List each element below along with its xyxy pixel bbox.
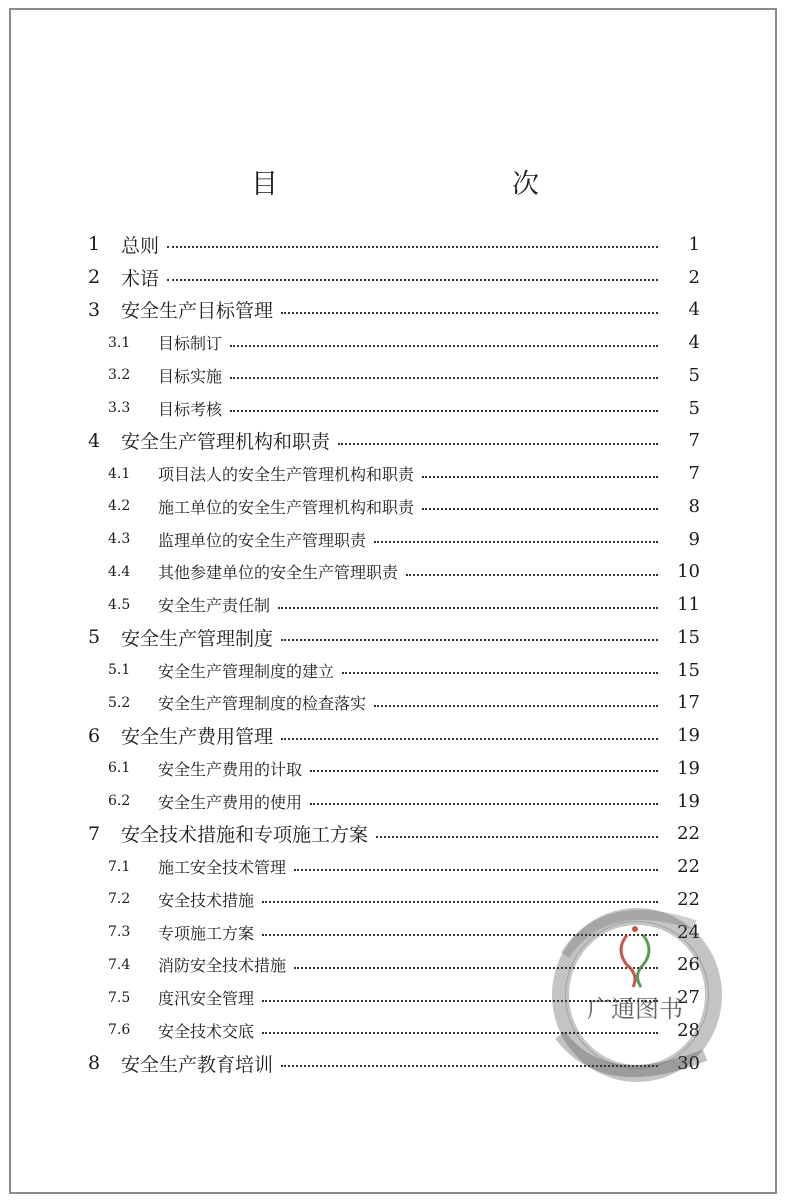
toc-entry-number: 7.3 [108,924,131,941]
toc-leader-dots [167,279,658,281]
toc-entry-label: 安全技术交底 [158,1021,255,1041]
toc-entry-number: 6.2 [108,793,131,810]
toc-entry-number: 3.1 [108,334,131,351]
toc-entry-label: 总则 [121,234,160,257]
toc-entry-page: 19 [677,790,700,812]
toc-entry-label: 其他参建单位的安全生产管理职责 [158,563,399,583]
toc-entry-number: 6.1 [108,760,131,777]
toc-entry-label: 目标实施 [158,366,223,386]
toc-leader-dots [262,1000,658,1002]
toc-leader-dots [281,639,658,641]
toc-leader-dots [310,803,658,805]
toc-leader-dots [406,574,658,576]
toc-entry [0,981,790,1014]
toc-entry-page: 24 [677,921,700,943]
toc-entry-page: 7 [688,463,700,485]
toc-entry-number: 4.5 [108,596,131,613]
toc-entry-page: 22 [677,823,700,845]
toc-entry-number: 7.6 [108,1022,131,1039]
toc-entry [0,818,790,851]
toc-leader-dots [262,1032,658,1034]
toc-entry-label: 安全生产管理制度 [121,627,274,650]
toc-entry [0,425,790,458]
toc-entry [0,850,790,883]
toc-entry-page: 5 [688,397,700,419]
toc-entry-page: 26 [677,954,700,976]
toc-entry-page: 9 [688,528,700,550]
toc-entry [0,949,790,982]
toc-leader-dots [230,410,658,412]
toc-entry [0,457,790,490]
toc-entry-page: 19 [677,725,700,747]
stamp-text: 广通图书 [587,995,683,1023]
toc-entry-label: 术语 [121,267,160,290]
toc-entry-number: 4.2 [108,498,131,515]
toc-entry [0,261,790,294]
toc-entry-label: 施工安全技术管理 [158,858,287,878]
toc-entry-number: 7.4 [108,956,131,973]
toc-entry-number: 7.2 [108,891,131,908]
toc-entry [0,687,790,720]
toc-entry-number: 2 [88,266,101,289]
toc-entry-number: 3.2 [108,367,131,384]
toc-entry [0,556,790,589]
toc-entry-page: 2 [688,266,700,288]
toc-entry-page: 28 [677,1019,700,1041]
toc-leader-dots [310,770,658,772]
toc-entry-page: 5 [688,364,700,386]
toc-entry-number: 7 [88,822,101,845]
toc-entry [0,326,790,359]
toc-entry-number: 5.1 [108,662,131,679]
toc-leader-dots [278,607,658,609]
toc-entry [0,588,790,621]
toc-entry-number: 3.3 [108,400,131,417]
toc-entry-label: 安全生产费用的计取 [158,759,303,779]
toc-leader-dots [230,377,658,379]
toc-entry [0,294,790,327]
toc-entry-page: 19 [677,757,700,779]
toc-entry-label: 安全技术措施和专项施工方案 [121,824,369,847]
toc-entry [0,785,790,818]
toc-leader-dots [281,312,658,314]
toc-entry-page: 22 [677,856,700,878]
toc-entry [0,654,790,687]
toc-entry [0,359,790,392]
toc-entry-page: 10 [677,561,700,583]
toc-entry-number: 6 [88,724,101,747]
toc-entry-page: 11 [677,594,700,616]
toc-entry-number: 7.5 [108,989,131,1006]
toc-entry [0,228,790,261]
toc-entry-label: 安全生产管理制度的检查落实 [158,694,367,714]
toc-entry-page: 15 [677,659,700,681]
toc-leader-dots [281,1065,658,1067]
toc-entry-label: 安全生产目标管理 [121,300,274,323]
toc-entry-number: 1 [88,233,101,256]
toc-entry [0,621,790,654]
toc-entry-number: 5 [88,626,101,649]
toc-entry-label: 专项施工方案 [158,923,255,943]
toc-entry-label: 监理单位的安全生产管理职责 [158,530,367,550]
toc-entry-label: 安全生产管理制度的建立 [158,661,335,681]
toc-entry-label: 施工单位的安全生产管理机构和职责 [158,497,415,517]
toc-leader-dots [342,672,658,674]
toc-leader-dots [281,738,658,740]
toc-leader-dots [422,476,658,478]
toc-entry-label: 安全技术措施 [158,890,255,910]
toc-leader-dots [262,901,658,903]
toc-entry-number: 8 [88,1052,101,1075]
toc-leader-dots [262,934,658,936]
toc-entry-label: 目标制订 [158,334,223,354]
toc-title: 目 次 [251,169,599,201]
toc-entry-label: 安全生产费用管理 [121,726,274,749]
toc-entry-page: 27 [677,987,700,1009]
toc-entry [0,1047,790,1080]
toc-entry-number: 7.1 [108,858,131,875]
toc-leader-dots [338,443,658,445]
toc-entry [0,1014,790,1047]
toc-list [0,228,790,1080]
toc-entry [0,916,790,949]
toc-leader-dots [167,246,658,248]
toc-entry-number: 4.3 [108,531,131,548]
toc-entry-label: 项目法人的安全生产管理机构和职责 [158,465,415,485]
toc-entry-number: 5.2 [108,694,131,711]
toc-entry-page: 1 [688,233,700,255]
toc-entry-page: 4 [688,332,700,354]
toc-entry-number: 4 [88,429,101,452]
toc-entry-label: 目标考核 [158,399,223,419]
toc-entry [0,883,790,916]
toc-entry-label: 安全生产费用的使用 [158,792,303,812]
toc-entry-page: 8 [688,495,700,517]
toc-entry-label: 安全生产责任制 [158,596,271,616]
toc-entry-page: 17 [677,692,700,714]
toc-entry-page: 15 [677,626,700,648]
toc-entry-label: 消防安全技术措施 [158,956,287,976]
toc-entry-number: 4.1 [108,465,131,482]
toc-leader-dots [230,345,658,347]
toc-entry [0,392,790,425]
toc-entry [0,490,790,523]
toc-leader-dots [374,705,658,707]
toc-entry-page: 4 [688,299,700,321]
toc-leader-dots [294,967,658,969]
toc-entry-label: 度汛安全管理 [158,989,255,1009]
toc-entry-number: 4.4 [108,563,131,580]
toc-leader-dots [422,508,658,510]
toc-entry [0,719,790,752]
toc-entry-label: 安全生产管理机构和职责 [121,431,331,454]
toc-entry-page: 7 [688,430,700,452]
toc-entry-page: 30 [677,1052,700,1074]
toc-entry-label: 安全生产教育培训 [121,1053,274,1076]
toc-leader-dots [374,541,658,543]
toc-leader-dots [376,836,658,838]
toc-leader-dots [294,869,658,871]
toc-entry [0,752,790,785]
toc-entry [0,523,790,556]
toc-entry-page: 22 [677,888,700,910]
toc-entry-number: 3 [88,298,101,321]
